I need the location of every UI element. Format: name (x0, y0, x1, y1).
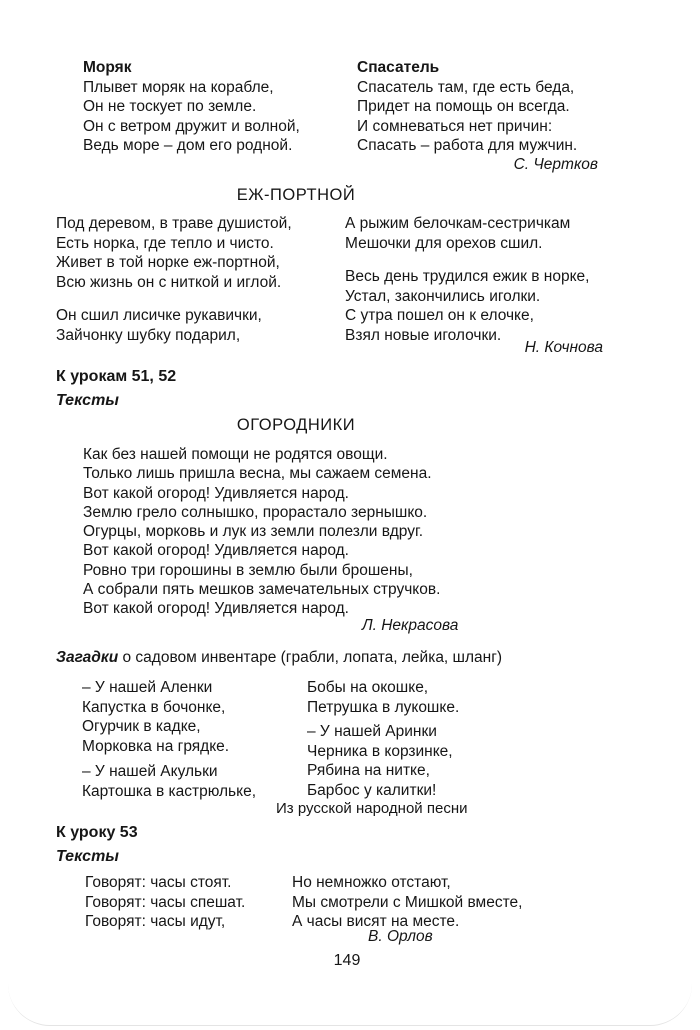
riddles-source: Из русской народной песни (276, 800, 468, 817)
poem-author: С. Чертков (513, 156, 598, 173)
text-line: Под деревом, в траве душистой, (56, 215, 292, 232)
text-line: Вот какой огород! Удивляется народ. (83, 600, 349, 618)
text-line: Он не тоскует по земле. (83, 98, 257, 115)
riddles-lead (56, 648, 502, 668)
text-line: Спасать – работа для мужчин. (357, 137, 578, 154)
text-line: С утра пошел он к елочке, (345, 307, 534, 324)
poem-author: В. Орлов (368, 928, 433, 945)
poem-sailor (83, 58, 300, 156)
lesson-heading: К уроку 53 (56, 824, 138, 841)
text-line: Он с ветром дружит и волной, (83, 117, 300, 135)
text-line: Есть норка, где тепло и чисто. (56, 234, 274, 252)
text-line: Он сшил лисичке рукавички, (56, 307, 262, 324)
text-line: Говорят: часы идут, (85, 913, 226, 930)
text-line: Огурчик в кадке, (82, 718, 201, 735)
text-line: Только лишь пришла весна, мы сажаем семена. (83, 465, 432, 483)
text-line: Зайчонку шубку подарил, (56, 326, 241, 344)
poem-lines (85, 873, 245, 932)
text-line: Весь день трудился ежик в норке, (345, 268, 590, 285)
riddle-stanza (307, 722, 453, 800)
text-line: А часы висят на месте. (292, 913, 460, 930)
lesson-heading: К урокам 51, 52 (56, 368, 177, 385)
poem-stanza (345, 214, 570, 253)
section-heading: ЕЖ-ПОРТНОЙ (236, 186, 356, 204)
text-line: Как без нашей помощи не родятся овощи. (83, 446, 388, 463)
text-line: Вот какой огород! Удивляется народ. (83, 542, 349, 560)
text-line: Устал, закончились иголки. (345, 287, 541, 305)
text-line: А собрали пять мешков замечательных стручков. (83, 581, 441, 599)
text-line: И сомневаться нет причин: (357, 117, 553, 135)
text-line: Морковка на грядке. (82, 737, 230, 755)
poem-author: Л. Некрасова (362, 617, 459, 634)
text-line: Капустка в бочонке, (82, 698, 226, 716)
text-line: Рябина на нитке, (307, 762, 430, 779)
text-line: Придет на помощь он всегда. (357, 98, 570, 115)
text-line: Картошка в кастрюльке, (82, 782, 256, 800)
poem-stanza (56, 214, 292, 292)
text-line: Говорят: часы спешат. (85, 893, 246, 911)
text-line: Но немножко отстают, (292, 874, 451, 891)
text-line: Вот какой огород! Удивляется народ. (83, 484, 349, 502)
riddles-lead-rest: о садовом инвентаре (грабли, лопата, лейка, шланг) (118, 649, 503, 666)
text-line: Петрушка в лукошке. (307, 698, 460, 716)
text-line: А рыжим белочкам-сестричкам (345, 215, 571, 232)
poem-title: Спасатель (357, 59, 440, 76)
text-line: Бобы на окошке, (307, 679, 429, 696)
riddle-stanza (82, 762, 256, 801)
text-line: Говорят: часы стоят. (85, 874, 232, 891)
text-line: – У нашей Акульки (82, 763, 218, 780)
poem-stanza (345, 267, 589, 345)
text-line: Живет в той норке еж-портной, (56, 254, 280, 271)
text-line: – У нашей Аленки (82, 679, 213, 696)
riddles-lead-term: Загадки (56, 649, 119, 666)
poem-title: Моряк (83, 59, 132, 76)
poem-lines (83, 445, 440, 619)
text-line: Всю жизнь он с ниткой и иглой. (56, 273, 282, 291)
text-line: – У нашей Аринки (307, 723, 437, 740)
text-line: Мы смотрели с Мишкой вместе, (292, 893, 523, 911)
lesson-subheading: Тексты (56, 848, 119, 865)
page-edge-decoration (8, 975, 692, 1026)
text-line: Мешочки для орехов сшил. (345, 234, 543, 252)
riddle-stanza (307, 678, 459, 717)
poem-lines (357, 78, 577, 156)
poem-rescuer (357, 58, 577, 156)
text-line: Землю грело солнышко, прорастало зернышко. (83, 503, 428, 521)
poem-lines (83, 78, 300, 156)
text-line: Взял новые иголочки. (345, 326, 502, 344)
page-number: 149 (333, 952, 361, 969)
text-line: Барбос у калитки! (307, 781, 437, 799)
poem-lines (292, 873, 522, 932)
text-line: Ведь море – дом его родной. (83, 137, 293, 154)
poem-author: Н. Кочнова (524, 339, 603, 356)
text-line: Огурцы, морковь и лук из земли полезли вдруг. (83, 523, 424, 541)
text-line: Ровно три горошины в землю были брошены, (83, 561, 413, 579)
text-line: Спасатель там, где есть беда, (357, 78, 575, 96)
text-line: Черника в корзинке, (307, 742, 453, 760)
lesson-subheading: Тексты (56, 392, 119, 409)
text-line: Плывет моряк на корабле, (83, 78, 274, 96)
riddle-stanza (82, 678, 229, 756)
section-heading: ОГОРОДНИКИ (236, 416, 356, 434)
